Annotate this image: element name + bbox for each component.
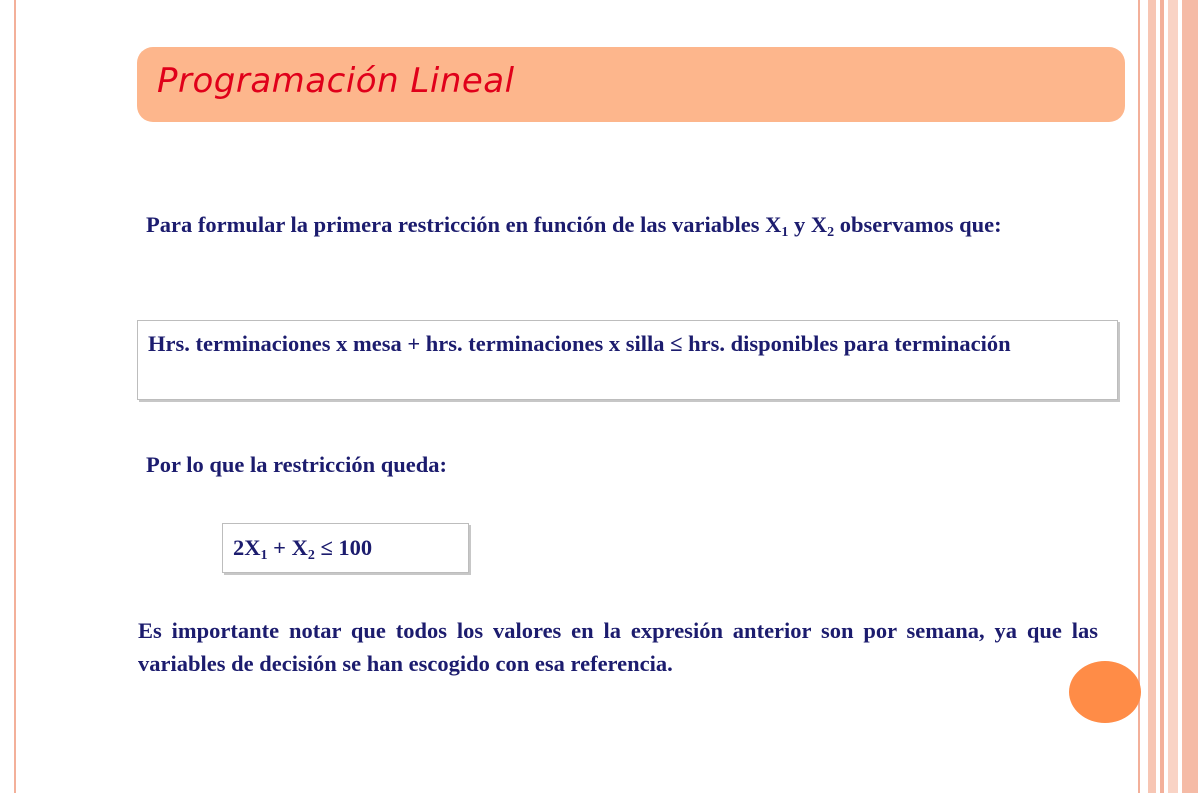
definition-box xyxy=(137,320,1118,400)
constraint-box xyxy=(222,523,469,573)
intro-paragraph: Para formular la primera restricción en función de las variables $X_1$ y $X_2$ observamos que: xyxy=(146,212,1002,240)
title-bar xyxy=(137,47,1125,122)
right-decorative-stripes xyxy=(1138,0,1198,793)
decorative-circle xyxy=(1069,661,1141,723)
constraint-formula: $2X_1 + X_2 \le 100$ xyxy=(233,535,373,563)
page-title: Programación Lineal xyxy=(157,61,515,101)
note-paragraph: Es importante notar que todos los valores en la expresión anterior son por semana, ya que las variables de decisión se han escogido con esa referencia. xyxy=(138,618,1098,676)
left-border-rule xyxy=(0,0,16,793)
definition-text: Hrs. terminaciones x mesa + hrs. terminaciones x silla ≤ hrs. disponibles para terminación xyxy=(148,331,1011,356)
constraint-intro: Por lo que la restricción queda: xyxy=(146,452,448,477)
